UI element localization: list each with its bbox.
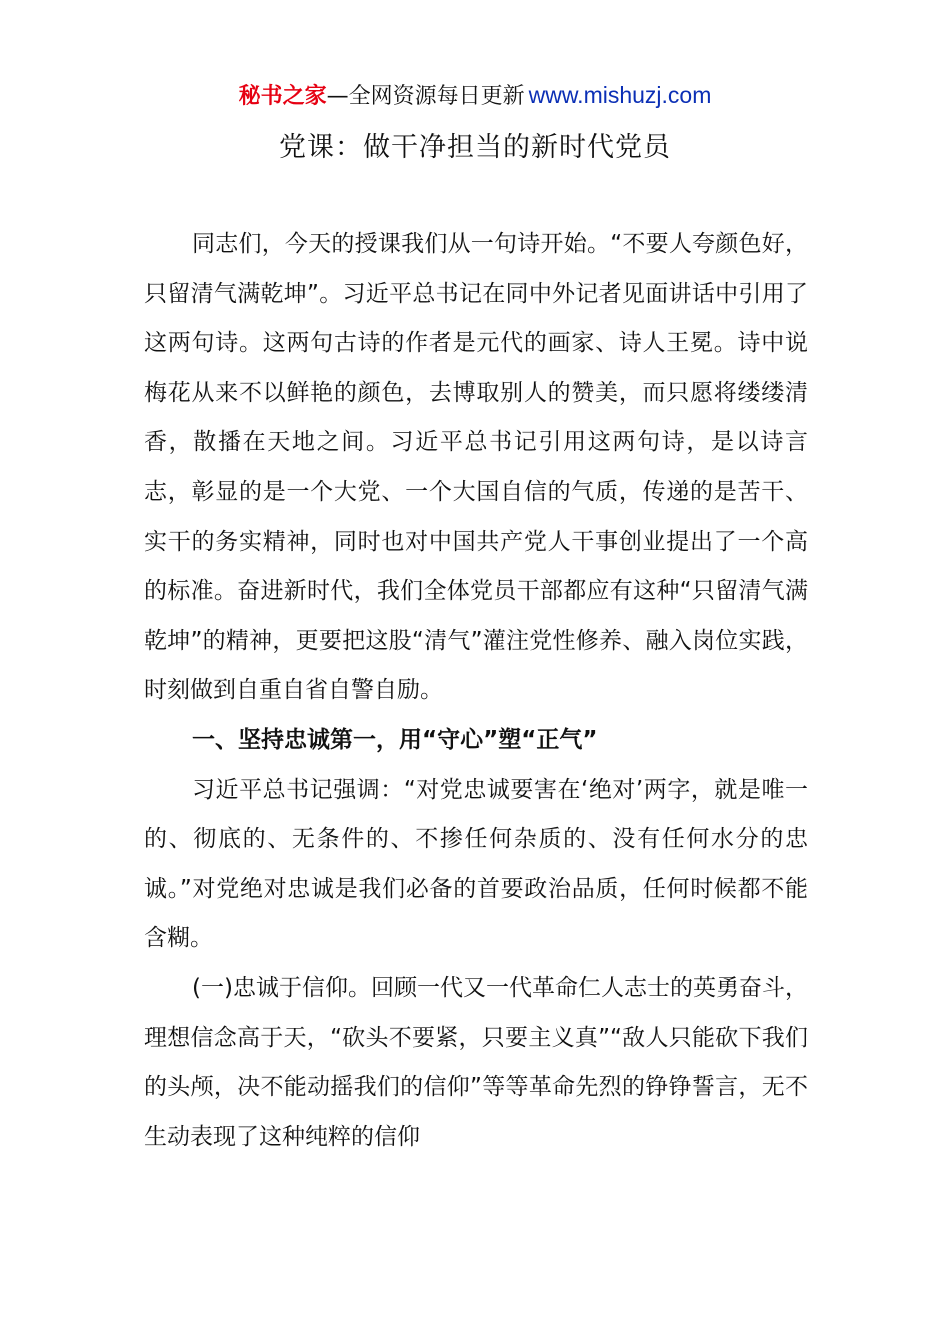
document-title: 党课：做干净担当的新时代党员: [279, 132, 671, 163]
document-body: [144, 220, 808, 1162]
section-heading-1: 一、坚持忠诚第一，用“守心”塑“正气”: [192, 726, 598, 753]
paragraph-loyalty-to-belief: (一)忠诚于信仰。回顾一代又一代革命仁人志士的英勇奋斗，理想信念高于天，“砍头不要紧，只要主义真”“敌人只能砍下我们的头颅，决不能动摇我们的信仰”等等革命先烈的铮铮誓言，无不生动表现了这种纯粹的信仰: [144, 974, 808, 1150]
site-banner: [0, 78, 950, 114]
paragraph-quote: 习近平总书记强调：“对党忠诚要害在‘绝对’两字，就是唯一的、彻底的、无条件的、不掺任何杂质的、没有任何水分的忠诚。”对党绝对忠诚是我们必备的首要政治品质，任何时候都不能含糊。: [144, 776, 808, 952]
brand-name: 秘书之家: [238, 84, 327, 109]
paragraph-intro: 同志们，今天的授课我们从一句诗开始。“不要人夸颜色好，只留清气满乾坤”。习近平总书记在同中外记者见面讲话中引用了这两句诗。这两句古诗的作者是元代的画家、诗人王冕。诗中说梅花从来不以鲜艳的颜色，去博取别人的赞美，而只愿将缕缕清香，散播在天地之间。习近平总书记引用这两句诗，是以诗言志，彰显的是一个大党、一个大国自信的气质，传递的是苦干、实干的务实精神，同时也对中国共产党人干事创业提出了一个高的标准。奋进新时代，我们全体党员干部都应有这种“只留清气满乾坤”的精神，更要把这股“清气”灌注党性修养、融入岗位实践，时刻做到自重自省自警自励。: [144, 231, 808, 704]
banner-tagline: —全网资源每日更新: [326, 84, 525, 109]
site-url-link[interactable]: www.mishuzj.com: [528, 82, 712, 108]
